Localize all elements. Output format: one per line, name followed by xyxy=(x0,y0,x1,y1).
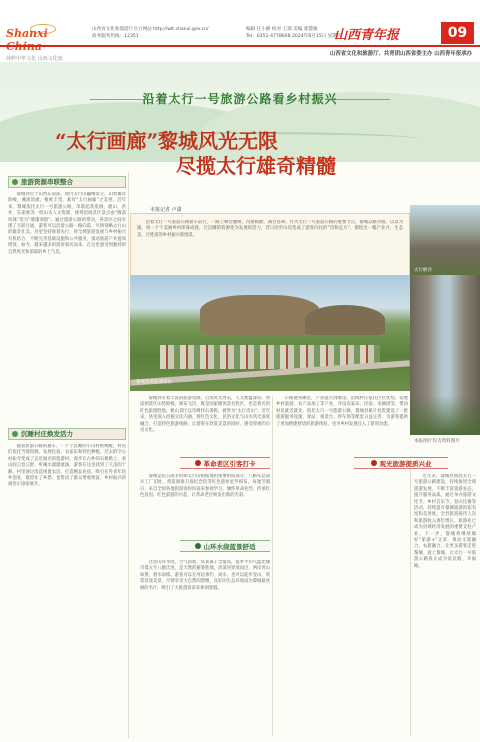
paragraph: 近年来，黎城县围绕太行一号旅游公路建设，持续推进全域旅游发展，不断丰富旅游业态，提升服务品质。通过举办旅游文化节、乡村音乐节、登山比赛等活动，持续提升黎城旅游的知名度和美誉度。全县旅游接待人次和旅游收入逐年增长，旅游业已成为县域经济发展的重要支柱产业。下一步，黎城将继续做好“旅游+”文章，推动文旅融合、农旅融合，让更多游客走进黎城、爱上黎城，让太行一号旅游公路真正成为富民路、幸福路。 xyxy=(414,474,476,569)
right-photo-top xyxy=(410,205,480,277)
logo-subtitle: 纯粹中华文化 山西文化旅 xyxy=(6,56,63,62)
page-number: 09 xyxy=(441,22,474,44)
ribbon-title: 山环水绕蓝景舒适 xyxy=(203,543,256,551)
article-text xyxy=(140,474,270,528)
right-photo-label: 太行峡谷 xyxy=(414,268,432,273)
article-text xyxy=(140,560,270,736)
right-photo-canyon xyxy=(410,275,480,435)
ribbon-title: 革命老区引客打卡 xyxy=(203,460,256,468)
article-text xyxy=(276,396,408,686)
column-divider xyxy=(272,396,273,736)
article-text xyxy=(8,192,126,422)
section-head-villages xyxy=(8,428,126,440)
main-photo-caption: 黎城县黄崖洞景区 xyxy=(136,380,172,385)
photo-cliff xyxy=(200,295,320,335)
paragraph: 随着旅游公路的通车，一个个沉睡的小山村被唤醒。村民们依托当地资源，发展民宿、农家乐和特色种植，过去的空心村如今变成了远近闻名的旅游村。漫步在古朴的石板路上，看山间云卷云舒，听溪水潺潺流淌，游客在这里找到了久违的宁静。村里通过改造闲置农房，打造精品民宿，吸引在外青年返乡创业，既留住了乡愁，也带动了群众增收致富，乡村振兴的画卷正徐徐展开。 xyxy=(8,444,126,488)
section-dot-icon xyxy=(12,431,18,437)
ribbon-dot-icon xyxy=(371,460,377,466)
byline: 本报记者 卢潇 xyxy=(150,207,182,213)
ribbon-dot-icon xyxy=(195,543,201,549)
photo-credit: 本报图片均为资料图片 xyxy=(414,439,460,444)
ribbon-dot-icon xyxy=(195,460,201,466)
masthead-hotline: 政务服务热线：12351 xyxy=(92,34,139,39)
ribbon-scenery xyxy=(180,540,270,552)
section-head-resources xyxy=(8,176,126,188)
section-title: 沉睡村庄焕发活力 xyxy=(21,430,73,438)
column-divider xyxy=(128,172,129,738)
ribbon-title: 观光旅游提质兴业 xyxy=(379,460,432,468)
ribbon-revolution xyxy=(180,457,270,469)
paragraph: 沿着太行一号旅游公路驱车前行，一路上峰峦叠嶂，沟壑纵横，满目苍翠。作为太行一号旅游公路的重要节点，黎城以路为媒，以景为媒，将一个个美丽乡村串珠成链，让沉睡的资源变为发展的活力，昔日的穷山沟变成了游客向往的“诗和远方”，描绘出一幅产业兴、生态美、百姓富的乡村振兴新图景。 xyxy=(137,220,403,238)
shanxi-china-logo xyxy=(6,27,80,62)
column-divider xyxy=(410,456,411,736)
masthead-date: Tel：0351-4778608 2024年8月15日 星期四 xyxy=(246,34,342,39)
photo-trees xyxy=(410,395,480,435)
paragraph: 黎城县有着丰富的旅游资源，自然风光秀美，人文底蕴深厚。黄崖洞景区山势险峻，瀑布飞泻，既是国家级风景名胜区，也是著名的红色旅游胜地。板山景区以奇峰怪石著称，被誉为“太行奇山”。近年来，县里深入挖掘文化内涵，将红色文化、民俗文化与山水风光深度融合，打造特色旅游线路，让游客在欣赏美景的同时，感受厚重的历史文化。 xyxy=(140,396,270,434)
main-photo xyxy=(130,275,410,391)
headline-line-1: “太行画廊”黎城风光无限 xyxy=(55,129,279,153)
paragraph: 这里山环水绕，空气清新，负氧离子含量高，夏季平均气温比城市低五至八摄氏度，是天然的避暑胜地。清漳河穿境而过，两岸青山如黛，碧水如练。游客可以在河边垂钓、戏水，也可以徒步登山，欣赏沿途美景，尽情享受大自然的馈赠。良好的生态环境成为黎城最亮丽的名片，吸引了大批游客前来休闲度假。 xyxy=(140,560,270,591)
article-text xyxy=(414,474,476,736)
photo-cliff xyxy=(305,305,385,335)
logo-brand: Shanxi xyxy=(6,27,48,40)
paper-name: 山西青年报 xyxy=(334,28,400,43)
headline-line-2: 尽揽太行雄奇精髓 xyxy=(176,154,336,178)
section-title: 旅游资源串联整合 xyxy=(21,178,73,186)
sponsors-line: 山西省文化和旅游厅、共青团山西省委主办 山西青年报承办 xyxy=(329,51,472,57)
ribbon-sightseeing xyxy=(354,457,448,469)
paragraph: 黎城是抗日战争时期太行山根据地的重要组成部分，八路军总部兵工厂旧址、黄崖洞保卫战纪念馆等红色遗址星罗棋布。每逢节假日，来自全国各地的游客纷纷前来参观学习，缅怀革命先烈，传承红色基因。红色旅游的兴起，让革命老区焕发出新的光彩。 xyxy=(140,474,270,499)
paragraph: 公路通到哪里，产业就兴到哪里。沿线村庄依托区位优势，发展乡村旅游、农产品加工等产业，开设农家乐、民宿、采摘园等，带动村民就近就业。依托太行一号旅游公路，黎城县累计投资建设了一批旅游服务设施，驿站、观景台、停车场等配套日益完善，为游客提供了更加便捷舒适的旅游体验，也为乡村发展注入了新的动能。 xyxy=(276,396,408,427)
article-text xyxy=(140,396,270,450)
paragraph: 黎城县位于山西东南部，境内太行山巍峨耸立，山势雄奇险峻，溪流清澈，植被丰茂，素有“太行画廊”之美誉。近年来，黎城依托太行一号旅游公路，串联起黄崖洞、板山、洪井、东崖底等一批山水人文资源，使得沿线景区景点由“散落珍珠”变为“璀璨项链”。通过旅游公路的带动，各景区之间实现了互联互通，游客可以沿着公路一路向前，尽情领略太行山的雄奇壮美。县里坚持规划先行，将全域旅游发展与乡村振兴有机结合，不断完善基础设施和公共服务，推动旅游产业提质增效。如今，越来越多的游客慕名而来，在这里感受到独特的自然风光和浓郁的乡土气息。 xyxy=(8,192,126,255)
masthead xyxy=(0,0,480,62)
kicker-title: 沿着太行一号旅游公路看乡村振兴 xyxy=(142,92,338,106)
section-dot-icon xyxy=(12,179,18,185)
masthead-website: 山西省文化和旅游厅官方网站 http://wlt.shanxi.gov.cn/ xyxy=(92,27,209,32)
article-text xyxy=(8,444,126,736)
masthead-info xyxy=(92,26,232,40)
masthead-editors: 编辑 任小静 校对 王瑞 美编 郭慧敏 xyxy=(246,27,318,32)
masthead-rule xyxy=(0,45,480,47)
lead-text xyxy=(137,220,403,274)
lead-box xyxy=(130,213,410,277)
